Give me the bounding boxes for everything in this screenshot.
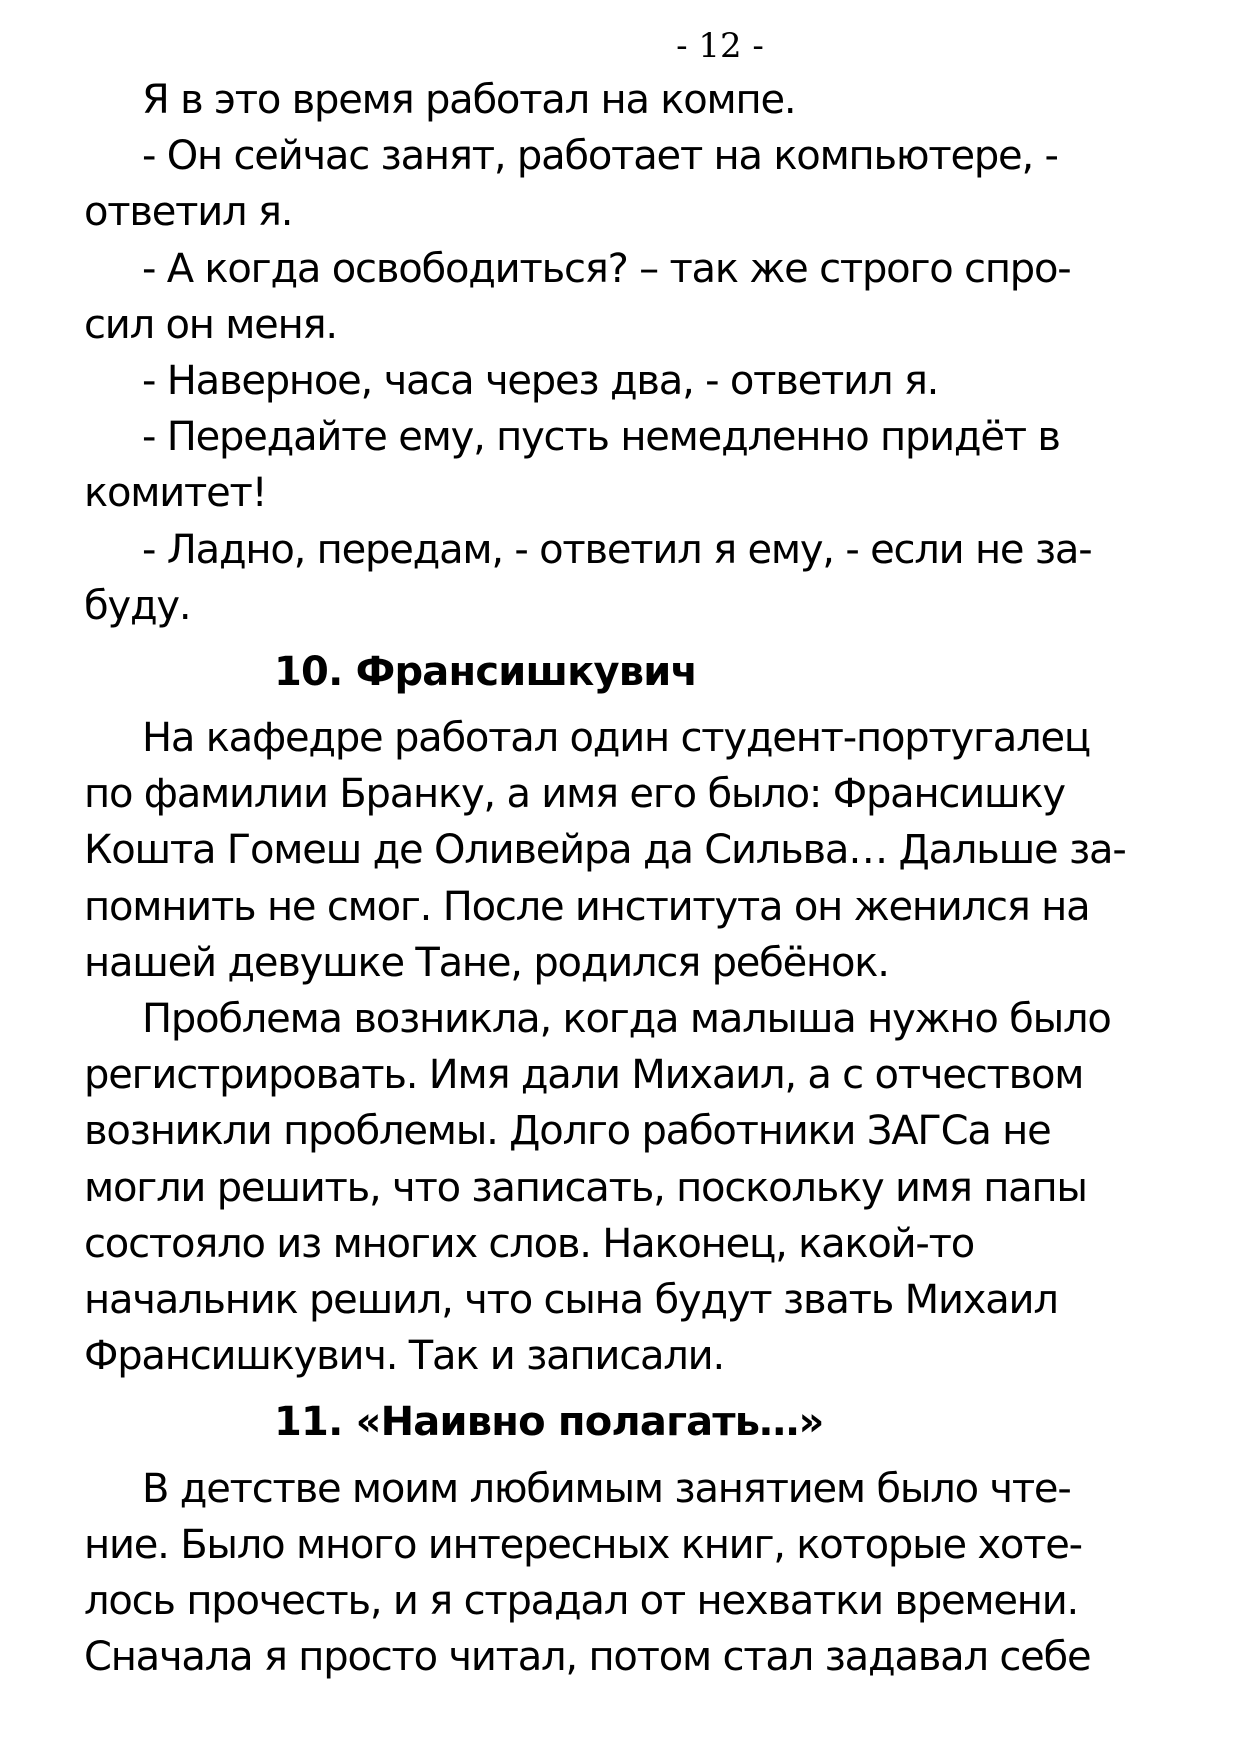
text-line: На кафедре работал один студент-португалец [142,715,1090,762]
text-line: возникли проблемы. Долго работники ЗАГСа не [84,1108,1051,1155]
page-number: - 12 - [676,26,764,66]
section-10-body [84,710,1166,1384]
text-line: регистрировать. Имя дали Михаил, а с отчеством [84,1052,1084,1099]
text-line: Кошта Гомеш де Оливейра да Сильва… Дальше за- [84,827,1126,874]
section-10-heading: 10. Франсишкувич [274,648,698,695]
section-11-heading: 11. «Наивно полагать…» [274,1399,824,1446]
text-line: сил он меня. [84,301,337,348]
text-line: лось прочесть, и я страдал от нехватки времени. [84,1577,1079,1624]
text-line: начальник решил, что сына будут звать Михаил [84,1276,1058,1323]
book-page [84,20,1166,1685]
text-line: буду. [84,582,191,629]
text-line: помнить не смог. После института он женился на [84,883,1090,930]
text-line: - Наверное, часа через два, - ответил я. [142,357,939,404]
dialogue-block [84,72,1166,634]
text-line: Проблема возникла, когда малыша нужно было [142,996,1111,1042]
text-line: Франсишкувич. Так и записали. [84,1333,724,1380]
text-line: нашей девушке Тане, родился ребёнок. [84,939,889,986]
text-line: могли решить, что записать, поскольку имя папы [84,1164,1087,1211]
text-line: по фамилии Бранку, а имя его было: Франсишку [84,771,1065,818]
text-line: Я в это время работал на компе. [142,77,796,123]
text-line: состояло из многих слов. Наконец, какой-то [84,1220,975,1267]
text-line: - А когда освободиться? – так же строго спро- [142,245,1071,292]
section-11-body [84,1461,1166,1686]
text-line: - Ладно, передам, - ответил я ему, - если не за- [142,526,1092,573]
text-line-content: - Он сейчас занят, работает на компьютере, - [142,133,1058,180]
text-line: ние. Было много интересных книг, которые хоте- [84,1521,1082,1568]
text-line: ответил я. [84,189,293,236]
text-line [84,128,1166,184]
text-line: Сначала я просто читал, потом стал задавал себе [84,1634,1091,1681]
text-line: В детстве моим любимым занятием было чте- [142,1465,1071,1512]
text-line: - Передайте ему, пусть немедленно придёт в [142,414,1060,461]
text-line: комитет! [84,470,267,517]
